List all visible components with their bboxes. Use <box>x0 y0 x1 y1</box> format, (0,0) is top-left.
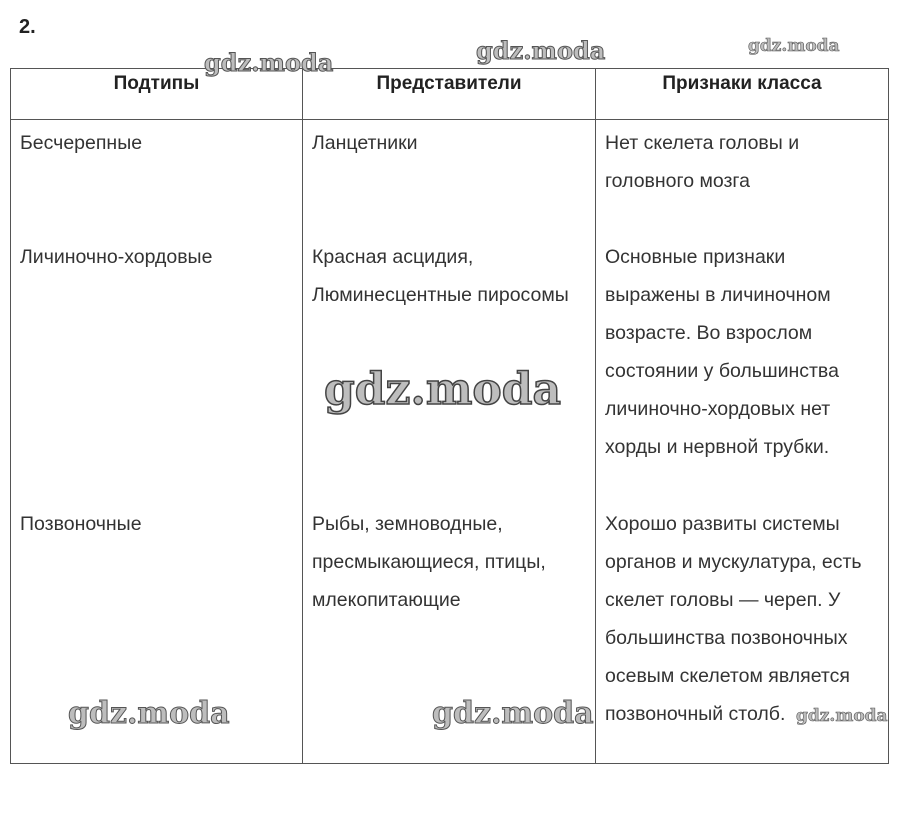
cell-features: Основные признаки выражены в личиночном возрасте. Во взрослом состоянии у большинства личиночно-хордовых нет хорды и нервной трубки. <box>596 238 889 504</box>
table-row <box>11 238 889 504</box>
header-representatives: Представители <box>303 69 596 120</box>
cell-representatives: Красная асцидия, Люминесцентные пиросомы <box>303 238 596 504</box>
watermark-logo: gdz.moda <box>476 36 606 65</box>
watermark-logo: gdz.moda <box>432 696 594 731</box>
classification-table <box>10 68 889 764</box>
watermark-logo: gdz.moda <box>796 706 888 726</box>
watermark-logo: gdz.moda <box>68 696 230 731</box>
watermark-logo: gdz.moda <box>748 36 840 56</box>
table-row <box>11 120 889 239</box>
cell-representatives: Рыбы, земноводные, пресмыкающиеся, птицы, млекопитающие <box>303 505 596 764</box>
header-class-features: Признаки класса <box>596 69 889 120</box>
cell-subtype: Личиночно-хордовые <box>11 238 303 504</box>
task-number: 2. <box>19 16 36 38</box>
cell-subtype: Позвоночные <box>11 505 303 764</box>
watermark-logo: gdz.moda <box>324 364 562 415</box>
cell-representatives: Ланцетники <box>303 120 596 239</box>
header-subtypes: Подтипы <box>11 69 303 120</box>
table-header-row <box>11 69 889 120</box>
cell-features: Нет скелета головы и головного мозга <box>596 120 889 239</box>
cell-subtype: Бесчерепные <box>11 120 303 239</box>
watermark-logo: gdz.moda <box>204 48 334 77</box>
cell-features: Хорошо развиты системы органов и мускулатура, есть скелет головы — череп. У большинства позвоночных осевым скелетом является позвоночный столб. <box>596 505 889 764</box>
table-row <box>11 505 889 764</box>
